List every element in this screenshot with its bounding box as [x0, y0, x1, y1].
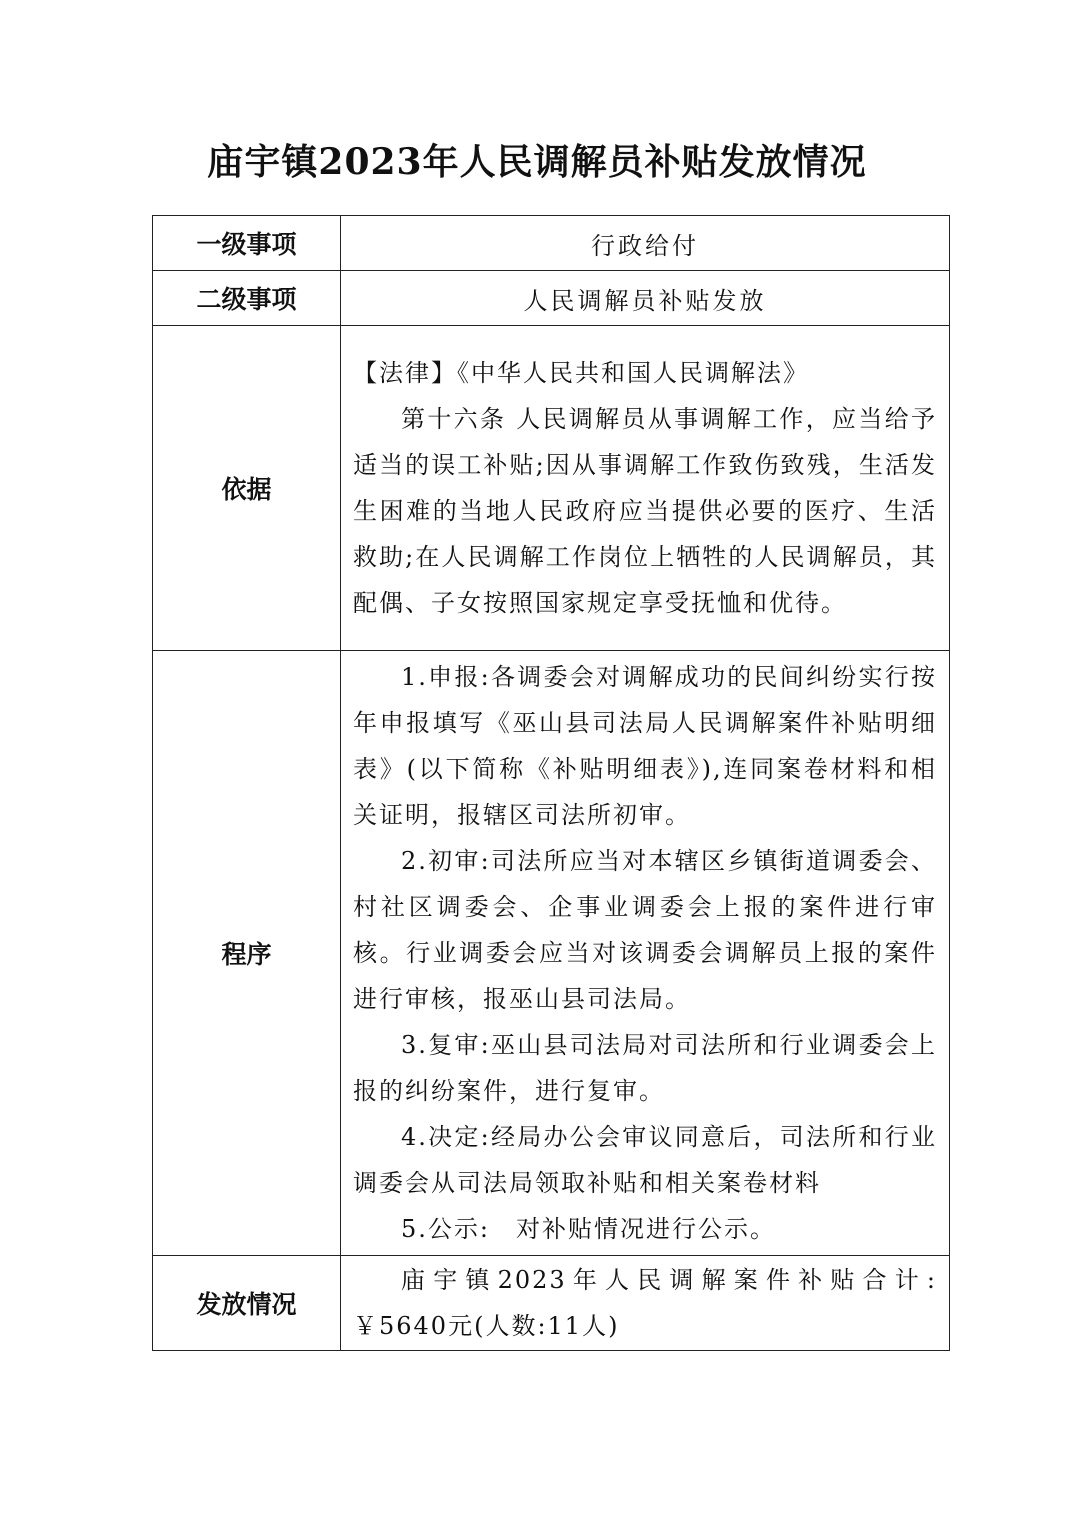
table-row — [153, 326, 950, 651]
distribution-label: 发放情况 — [153, 1256, 341, 1351]
procedure-step-1: 1.申报:各调委会对调解成功的民间纠纷实行按年申报填写《巫山县司法局人民调解案件补贴明细表》(以下简称《补贴明细表》),连同案卷材料和相关证明，报辖区司法所初审。 — [353, 663, 937, 829]
basis-law: 【法律】《中华人民共和国人民调解法》 — [353, 359, 809, 387]
basis-cell — [341, 326, 950, 651]
table-row — [153, 271, 950, 326]
level2-label: 二级事项 — [153, 271, 341, 326]
procedure-step-3: 3.复审:巫山县司法局对司法所和行业调委会上报的纠纷案件，进行复审。 — [353, 1031, 937, 1105]
basis-label: 依据 — [153, 326, 341, 651]
level1-value: 行政给付 — [341, 216, 950, 271]
table-row — [153, 1256, 950, 1351]
distribution-cell — [341, 1256, 950, 1351]
page-title: 庙宇镇2023年人民调解员补贴发放情况 — [207, 141, 867, 183]
procedure-step-2: 2.初审:司法所应当对本辖区乡镇街道调委会、村社区调委会、企事业调委会上报的案件进行审核。行业调委会应当对该调委会调解员上报的案件进行审核，报巫山县司法局。 — [353, 847, 937, 1013]
level1-label: 一级事项 — [153, 216, 341, 271]
procedure-cell — [341, 651, 950, 1256]
distribution-text: 庙宇镇2023年人民调解案件补贴合计:￥5640元(人数:11人) — [353, 1266, 937, 1340]
table-row — [153, 651, 950, 1256]
basis-article: 第十六条 人民调解员从事调解工作，应当给予适当的误工补贴;因从事调解工作致伤致残，生活发生困难的当地人民政府应当提供必要的医疗、生活救助;在人民调解工作岗位上牺牲的人民调解员，其配偶、子女按照国家规定享受抚恤和优待。 — [353, 405, 937, 617]
table-row — [153, 216, 950, 271]
procedure-step-4: 4.决定:经局办公会审议同意后，司法所和行业调委会从司法局领取补贴和相关案卷材料 — [353, 1123, 937, 1197]
procedure-step-5: 5.公示: 对补贴情况进行公示。 — [401, 1215, 776, 1243]
level2-value: 人民调解员补贴发放 — [341, 271, 950, 326]
subsidy-table — [152, 215, 950, 1351]
procedure-label: 程序 — [153, 651, 341, 1256]
